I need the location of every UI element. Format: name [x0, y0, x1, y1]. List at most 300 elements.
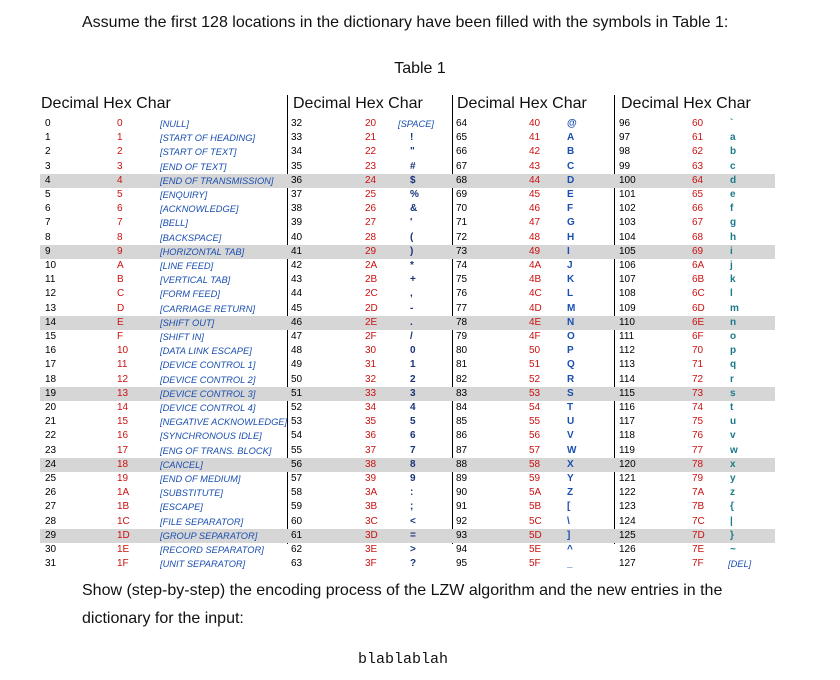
- hex-cell: 3F: [365, 558, 377, 570]
- char-cell: y: [730, 473, 736, 484]
- char-cell: 7: [410, 444, 416, 456]
- hex-cell: 2C: [365, 288, 378, 300]
- char-cell: x: [730, 458, 736, 470]
- hex-cell: 3A: [365, 487, 378, 499]
- hex-cell: 23: [365, 160, 377, 172]
- hex-cell: 43: [529, 160, 541, 172]
- char-cell: #: [410, 160, 416, 172]
- decimal-cell: 15: [45, 331, 57, 342]
- decimal-cell: 64: [456, 118, 468, 129]
- decimal-cell: 126: [619, 544, 636, 555]
- decimal-cell: 99: [619, 160, 631, 172]
- hex-cell: 58: [529, 458, 541, 470]
- decimal-cell: 105: [619, 245, 636, 257]
- char-cell: A: [567, 132, 575, 144]
- table-row: [40, 415, 775, 429]
- decimal-cell: 81: [456, 359, 468, 371]
- table-row: [40, 373, 775, 387]
- char-cell: [FILE SEPARATOR]: [160, 516, 244, 527]
- decimal-cell: 47: [291, 331, 303, 342]
- char-cell: M: [567, 302, 576, 314]
- decimal-cell: 90: [456, 487, 468, 499]
- char-cell: n: [730, 316, 737, 328]
- decimal-cell: 36: [291, 174, 303, 186]
- decimal-cell: 4: [45, 174, 51, 186]
- header-char: Char: [136, 95, 171, 112]
- input-string: blablablah: [358, 651, 449, 668]
- header-decimal: Decimal: [41, 95, 99, 112]
- hex-cell: 35: [365, 416, 377, 428]
- hex-cell: 1C: [117, 515, 130, 527]
- decimal-cell: 46: [291, 316, 303, 328]
- decimal-cell: 62: [291, 544, 303, 555]
- hex-cell: 53: [529, 387, 541, 399]
- decimal-cell: 60: [291, 515, 303, 527]
- char-cell: ~: [730, 544, 736, 555]
- hex-cell: 76: [692, 430, 704, 442]
- char-cell: w: [730, 444, 738, 456]
- decimal-cell: 114: [619, 373, 635, 385]
- hex-cell: 60: [692, 118, 704, 129]
- header-hex: Hex: [683, 95, 712, 112]
- char-cell: ^: [567, 544, 573, 555]
- hex-cell: 7C: [692, 515, 705, 527]
- table-row: [40, 174, 775, 188]
- table-row: [40, 358, 775, 372]
- hex-cell: 67: [692, 217, 704, 229]
- hex-cell: 38: [365, 458, 377, 470]
- header-char: Char: [716, 95, 751, 112]
- char-cell: ;: [410, 501, 414, 513]
- char-cell: [RECORD SEPARATOR]: [160, 545, 264, 555]
- char-cell: [DEVICE CONTROL 3]: [160, 388, 256, 399]
- hex-cell: 4B: [529, 274, 542, 286]
- char-cell: `: [730, 118, 734, 129]
- hex-cell: 21: [365, 132, 377, 144]
- decimal-cell: 55: [291, 444, 303, 456]
- char-cell: 0: [410, 345, 416, 357]
- hex-cell: 6E: [692, 316, 705, 328]
- hex-cell: 71: [692, 359, 704, 371]
- decimal-cell: 51: [291, 387, 303, 399]
- char-cell: c: [730, 160, 736, 172]
- decimal-cell: 18: [45, 373, 57, 385]
- hex-cell: 50: [529, 345, 541, 357]
- decimal-cell: 8: [45, 231, 51, 243]
- char-cell: }: [730, 529, 734, 541]
- char-cell: ?: [410, 558, 417, 570]
- char-cell: [SPACE]: [398, 119, 434, 129]
- char-cell: [END OF MEDIUM]: [160, 474, 241, 484]
- hex-cell: 74: [692, 402, 704, 413]
- char-cell: V: [567, 430, 574, 442]
- hex-cell: 36: [365, 430, 377, 442]
- decimal-cell: 69: [456, 189, 468, 200]
- decimal-cell: 87: [456, 444, 468, 456]
- char-cell: W: [567, 444, 577, 456]
- hex-cell: 4C: [529, 288, 542, 300]
- decimal-cell: 102: [619, 203, 636, 215]
- hex-cell: 6D: [692, 302, 705, 314]
- decimal-cell: 19: [45, 387, 57, 399]
- decimal-cell: 59: [291, 501, 303, 513]
- decimal-cell: 123: [619, 501, 636, 513]
- char-cell: p: [730, 345, 737, 357]
- char-cell: N: [567, 316, 575, 328]
- decimal-cell: 71: [456, 217, 468, 229]
- char-cell: 8: [410, 458, 416, 470]
- char-cell: U: [567, 416, 575, 428]
- hex-cell: 5F: [529, 558, 541, 570]
- decimal-cell: 100: [619, 174, 636, 186]
- decimal-cell: 119: [619, 444, 635, 456]
- decimal-cell: 79: [456, 331, 468, 342]
- hex-cell: 4E: [529, 316, 542, 328]
- char-cell: [DEVICE CONTROL 4]: [160, 403, 256, 413]
- decimal-cell: 23: [45, 444, 57, 456]
- hex-cell: 63: [692, 160, 704, 172]
- decimal-cell: 44: [291, 288, 303, 300]
- char-cell: [DEVICE CONTROL 2]: [160, 374, 256, 385]
- decimal-cell: 41: [291, 245, 303, 257]
- table-row: [40, 287, 775, 301]
- hex-cell: 18: [117, 458, 129, 470]
- hex-cell: 11: [117, 359, 128, 371]
- hex-cell: 0: [117, 118, 123, 129]
- hex-cell: 37: [365, 444, 377, 456]
- header-decimal: Decimal: [621, 95, 679, 112]
- char-cell: 4: [410, 402, 416, 413]
- hex-cell: 5E: [529, 544, 542, 555]
- char-cell: P: [567, 345, 574, 357]
- table-row: [40, 401, 775, 415]
- decimal-cell: 66: [456, 146, 468, 158]
- hex-cell: 1E: [117, 544, 130, 555]
- decimal-cell: 12: [45, 288, 57, 300]
- char-cell: C: [567, 160, 575, 172]
- decimal-cell: 67: [456, 160, 468, 172]
- char-cell: [UNIT SEPARATOR]: [160, 559, 246, 570]
- decimal-cell: 32: [291, 118, 303, 129]
- hex-cell: 7A: [692, 487, 705, 499]
- table-row: [40, 216, 775, 230]
- decimal-cell: 98: [619, 146, 631, 158]
- decimal-cell: 110: [619, 316, 635, 328]
- decimal-cell: 39: [291, 217, 303, 229]
- decimal-cell: 118: [619, 430, 635, 442]
- table-caption: Table 1: [394, 60, 446, 77]
- char-cell: @: [567, 118, 577, 129]
- decimal-cell: 70: [456, 203, 468, 215]
- hex-cell: 34: [365, 402, 377, 413]
- decimal-cell: 48: [291, 345, 303, 357]
- hex-cell: 52: [529, 373, 541, 385]
- char-cell: [DEVICE CONTROL 1]: [160, 360, 256, 371]
- decimal-cell: 37: [291, 189, 303, 200]
- char-cell: o: [730, 331, 737, 342]
- char-cell: =: [410, 529, 416, 541]
- table-row: [40, 557, 775, 571]
- table-row: [40, 245, 775, 259]
- hex-cell: 20: [365, 118, 377, 129]
- hex-cell: 6F: [692, 331, 704, 342]
- hex-cell: 6C: [692, 288, 705, 300]
- hex-cell: 5: [117, 189, 123, 200]
- decimal-cell: 53: [291, 416, 303, 428]
- decimal-cell: 1: [45, 132, 51, 144]
- decimal-cell: 2: [45, 146, 51, 158]
- char-cell: d: [730, 174, 737, 186]
- decimal-cell: 120: [619, 458, 636, 470]
- hex-cell: 47: [529, 217, 541, 229]
- hex-cell: 6: [117, 203, 123, 215]
- hex-cell: 4D: [529, 302, 542, 314]
- hex-cell: 31: [365, 359, 377, 371]
- hex-cell: 1F: [117, 558, 129, 570]
- decimal-cell: 0: [45, 118, 51, 129]
- hex-cell: 3D: [365, 529, 378, 541]
- hex-cell: 3C: [365, 515, 378, 527]
- decimal-cell: 86: [456, 430, 468, 442]
- decimal-cell: 31: [45, 558, 57, 570]
- hex-cell: 4A: [529, 260, 542, 271]
- char-cell: [HORIZONTAL TAB]: [160, 246, 245, 257]
- char-cell: [VERTICAL TAB]: [160, 275, 231, 286]
- char-cell: :: [410, 487, 414, 499]
- hex-cell: 57: [529, 444, 541, 456]
- header-group-2: [293, 95, 423, 113]
- decimal-cell: 89: [456, 473, 468, 484]
- hex-cell: 1B: [117, 501, 130, 513]
- hex-cell: 6A: [692, 260, 705, 271]
- hex-cell: 2B: [365, 274, 378, 286]
- header-decimal: Decimal: [293, 95, 351, 112]
- hex-cell: 3B: [365, 501, 378, 513]
- decimal-cell: 58: [291, 487, 303, 499]
- char-cell: .: [410, 316, 413, 328]
- decimal-cell: 42: [291, 260, 303, 271]
- hex-cell: 45: [529, 189, 541, 200]
- hex-cell: F: [117, 331, 124, 342]
- decimal-cell: 72: [456, 231, 468, 243]
- hex-cell: 5C: [529, 515, 542, 527]
- hex-cell: 5A: [529, 487, 542, 499]
- char-cell: D: [567, 174, 575, 186]
- table-row: [40, 500, 775, 514]
- char-cell: [LINE FEED]: [160, 261, 214, 271]
- hex-cell: 59: [529, 473, 541, 484]
- hex-cell: 2A: [365, 260, 378, 271]
- hex-cell: 1A: [117, 487, 130, 499]
- hex-cell: 8: [117, 231, 123, 243]
- decimal-cell: 68: [456, 174, 468, 186]
- hex-cell: 16: [117, 430, 129, 442]
- decimal-cell: 104: [619, 231, 636, 243]
- decimal-cell: 115: [619, 387, 635, 399]
- decimal-cell: 14: [45, 316, 57, 328]
- char-cell: >: [410, 544, 416, 555]
- hex-cell: 30: [365, 345, 377, 357]
- decimal-cell: 74: [456, 260, 468, 271]
- header-decimal: Decimal: [457, 95, 515, 112]
- char-cell: [ENG OF TRANS. BLOCK]: [160, 445, 272, 456]
- char-cell: \: [567, 515, 570, 527]
- hex-cell: 49: [529, 245, 541, 257]
- table-row: [40, 543, 775, 557]
- char-cell: [SYNCHRONOUS IDLE]: [160, 431, 262, 442]
- hex-cell: 1: [117, 132, 123, 144]
- decimal-cell: 121: [619, 473, 636, 484]
- char-cell: <: [410, 515, 416, 527]
- decimal-cell: 109: [619, 302, 636, 314]
- table-row: [40, 202, 775, 216]
- char-cell: O: [567, 331, 575, 342]
- char-cell: T: [567, 402, 574, 413]
- char-cell: _: [567, 558, 573, 570]
- char-cell: b: [730, 146, 737, 158]
- hex-cell: 55: [529, 416, 541, 428]
- hex-cell: 13: [117, 387, 129, 399]
- hex-cell: 2: [117, 146, 123, 158]
- hex-cell: 65: [692, 189, 704, 200]
- hex-cell: 7D: [692, 529, 705, 541]
- hex-cell: 25: [365, 189, 377, 200]
- decimal-cell: 9: [45, 245, 51, 257]
- char-cell: v: [730, 430, 736, 442]
- hex-cell: 5B: [529, 501, 542, 513]
- char-cell: 2: [410, 373, 416, 385]
- header-hex: Hex: [519, 95, 548, 112]
- decimal-cell: 40: [291, 231, 303, 243]
- hex-cell: 70: [692, 345, 704, 357]
- hex-cell: E: [117, 316, 124, 328]
- char-cell: +: [410, 274, 416, 286]
- decimal-cell: 73: [456, 245, 468, 257]
- char-cell: [DEL]: [728, 559, 752, 570]
- hex-cell: 62: [692, 146, 704, 158]
- decimal-cell: 117: [619, 416, 635, 428]
- char-cell: m: [730, 302, 739, 314]
- decimal-cell: 80: [456, 345, 468, 357]
- table-row: [40, 273, 775, 287]
- hex-cell: B: [117, 274, 124, 286]
- hex-cell: 4: [117, 174, 123, 186]
- table-row: [40, 344, 775, 358]
- table-row: [40, 302, 775, 316]
- char-cell: [END OF TEXT]: [160, 161, 227, 172]
- decimal-cell: 56: [291, 458, 303, 470]
- decimal-cell: 77: [456, 302, 468, 314]
- decimal-cell: 82: [456, 373, 468, 385]
- char-cell: !: [410, 132, 414, 144]
- hex-cell: 1D: [117, 529, 130, 541]
- char-cell: F: [567, 203, 574, 215]
- header-hex: Hex: [103, 95, 132, 112]
- hex-cell: 41: [529, 132, 541, 144]
- decimal-cell: 107: [619, 274, 636, 286]
- hex-cell: 3E: [365, 544, 378, 555]
- char-cell: 9: [410, 473, 416, 484]
- char-cell: I: [567, 245, 570, 257]
- char-cell: Q: [567, 359, 575, 371]
- char-cell: [BELL]: [160, 218, 188, 229]
- decimal-cell: 38: [291, 203, 303, 215]
- char-cell: j: [730, 260, 733, 271]
- hex-cell: 32: [365, 373, 377, 385]
- hex-cell: 69: [692, 245, 704, 257]
- char-cell: K: [567, 274, 575, 286]
- char-cell: t: [730, 402, 734, 413]
- char-cell: l: [730, 288, 733, 300]
- hex-cell: 68: [692, 231, 704, 243]
- char-cell: [SHIFT OUT]: [160, 317, 215, 328]
- hex-cell: 14: [117, 402, 129, 413]
- hex-cell: 12: [117, 373, 129, 385]
- table-row: [40, 145, 775, 159]
- table-row: [40, 486, 775, 500]
- hex-cell: 6B: [692, 274, 705, 286]
- char-cell: r: [730, 373, 734, 385]
- char-cell: s: [730, 387, 736, 399]
- hex-cell: 54: [529, 402, 541, 413]
- header-group-4: [621, 95, 751, 113]
- table-row: [40, 472, 775, 486]
- decimal-cell: 103: [619, 217, 636, 229]
- hex-cell: 2E: [365, 316, 378, 328]
- decimal-cell: 61: [291, 529, 303, 541]
- decimal-cell: 43: [291, 274, 303, 286]
- header-char: Char: [388, 95, 423, 112]
- char-cell: q: [730, 359, 737, 371]
- table-row: [40, 387, 775, 401]
- hex-cell: 56: [529, 430, 541, 442]
- char-cell: [BACKSPACE]: [160, 232, 222, 243]
- hex-cell: 39: [365, 473, 377, 484]
- hex-cell: 2D: [365, 302, 378, 314]
- char-cell: [CARRIAGE RETURN]: [160, 303, 256, 314]
- decimal-cell: 75: [456, 274, 468, 286]
- table-row: [40, 131, 775, 145]
- hex-cell: 7: [117, 217, 123, 229]
- decimal-cell: 106: [619, 260, 636, 271]
- decimal-cell: 30: [45, 544, 57, 555]
- decimal-cell: 111: [619, 331, 635, 342]
- decimal-cell: 88: [456, 458, 468, 470]
- intro-text: Assume the first 128 locations in the dictionary have been filled with the symbols in Table 1:: [82, 14, 729, 31]
- decimal-cell: 35: [291, 160, 303, 172]
- decimal-cell: 91: [456, 501, 468, 513]
- decimal-cell: 49: [291, 359, 303, 371]
- decimal-cell: 16: [45, 345, 57, 357]
- hex-cell: 46: [529, 203, 541, 215]
- hex-cell: 78: [692, 458, 704, 470]
- decimal-cell: 57: [291, 473, 303, 484]
- char-cell: E: [567, 189, 574, 200]
- table-row: [40, 316, 775, 330]
- hex-cell: 79: [692, 473, 704, 484]
- char-cell: H: [567, 231, 575, 243]
- table-row: [40, 330, 775, 344]
- char-cell: ]: [567, 529, 571, 541]
- table-row: [40, 458, 775, 472]
- hex-cell: 19: [117, 473, 129, 484]
- char-cell: B: [567, 146, 575, 158]
- decimal-cell: 78: [456, 316, 468, 328]
- char-cell: ': [410, 217, 413, 229]
- decimal-cell: 22: [45, 430, 57, 442]
- char-cell: 6: [410, 430, 416, 442]
- hex-cell: 9: [117, 245, 123, 257]
